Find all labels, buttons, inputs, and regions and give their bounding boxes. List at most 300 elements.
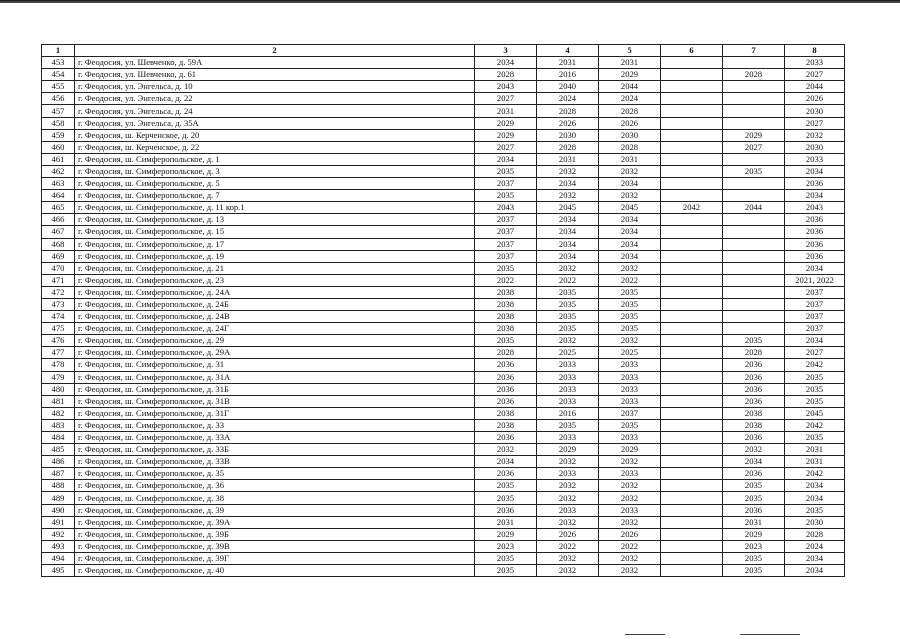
value-col-6 [661, 153, 723, 165]
address-cell: г. Феодосия, ш. Симферопольское, д. 31Г [75, 407, 475, 419]
address-cell: г. Феодосия, ш. Симферопольское, д. 5 [75, 178, 475, 190]
row-number: 493 [42, 540, 75, 552]
value-col-5: 2033 [599, 395, 661, 407]
row-number: 465 [42, 202, 75, 214]
value-col-4: 2034 [537, 250, 599, 262]
row-number: 457 [42, 105, 75, 117]
value-col-8: 2032 [785, 129, 845, 141]
value-col-6 [661, 335, 723, 347]
value-col-3: 2037 [475, 178, 537, 190]
value-col-7: 2031 [723, 516, 785, 528]
address-cell: г. Феодосия, ш. Симферопольское, д. 24В [75, 311, 475, 323]
value-col-4: 2028 [537, 105, 599, 117]
value-col-4: 2031 [537, 153, 599, 165]
value-col-4: 2035 [537, 298, 599, 310]
value-col-4: 2032 [537, 262, 599, 274]
row-number: 468 [42, 238, 75, 250]
value-col-8: 2037 [785, 311, 845, 323]
row-number: 489 [42, 492, 75, 504]
value-col-4: 2032 [537, 492, 599, 504]
value-col-5: 2032 [599, 190, 661, 202]
value-col-4: 2033 [537, 468, 599, 480]
value-col-6 [661, 407, 723, 419]
value-col-8: 2045 [785, 407, 845, 419]
address-cell: г. Феодосия, ш. Симферопольское, д. 7 [75, 190, 475, 202]
value-col-5: 2033 [599, 383, 661, 395]
value-col-4: 2034 [537, 214, 599, 226]
value-col-5: 2024 [599, 93, 661, 105]
table-row [42, 226, 845, 238]
value-col-3: 2023 [475, 540, 537, 552]
address-cell: г. Феодосия, ш. Симферопольское, д. 40 [75, 565, 475, 577]
value-col-3: 2038 [475, 311, 537, 323]
value-col-3: 2036 [475, 432, 537, 444]
value-col-7 [723, 190, 785, 202]
value-col-7: 2027 [723, 141, 785, 153]
value-col-5: 2044 [599, 81, 661, 93]
value-col-8: 2042 [785, 468, 845, 480]
value-col-4: 2034 [537, 178, 599, 190]
value-col-8: 2027 [785, 69, 845, 81]
value-col-8: 2034 [785, 190, 845, 202]
value-col-6 [661, 274, 723, 286]
value-col-8: 2031 [785, 444, 845, 456]
value-col-5: 2045 [599, 202, 661, 214]
row-number: 458 [42, 117, 75, 129]
row-number: 474 [42, 311, 75, 323]
table-row [42, 444, 845, 456]
value-col-5: 2035 [599, 323, 661, 335]
value-col-4: 2032 [537, 456, 599, 468]
address-cell: г. Феодосия, ш. Симферопольское, д. 35 [75, 468, 475, 480]
table-row [42, 347, 845, 359]
value-col-3: 2043 [475, 81, 537, 93]
value-col-3: 2031 [475, 105, 537, 117]
address-cell: г. Феодосия, ш. Симферопольское, д. 39В [75, 540, 475, 552]
table-row [42, 311, 845, 323]
value-col-4: 2032 [537, 165, 599, 177]
row-number: 492 [42, 528, 75, 540]
value-col-7: 2028 [723, 69, 785, 81]
value-col-7: 2035 [723, 335, 785, 347]
table-row [42, 250, 845, 262]
value-col-8: 2030 [785, 105, 845, 117]
value-col-4: 2030 [537, 129, 599, 141]
value-col-4: 2033 [537, 359, 599, 371]
value-col-4: 2033 [537, 395, 599, 407]
row-number: 456 [42, 93, 75, 105]
value-col-4: 2016 [537, 69, 599, 81]
value-col-7: 2036 [723, 359, 785, 371]
value-col-4: 2032 [537, 552, 599, 564]
value-col-3: 2035 [475, 165, 537, 177]
value-col-4: 2032 [537, 480, 599, 492]
value-col-6 [661, 165, 723, 177]
value-col-7 [723, 262, 785, 274]
row-number: 470 [42, 262, 75, 274]
value-col-7: 2028 [723, 347, 785, 359]
value-col-6 [661, 93, 723, 105]
value-col-7: 2023 [723, 540, 785, 552]
table-row [42, 492, 845, 504]
value-col-6 [661, 250, 723, 262]
address-cell: г. Феодосия, ш. Симферопольское, д. 29 [75, 335, 475, 347]
address-cell: г. Феодосия, ш. Симферопольское, д. 24Г [75, 323, 475, 335]
value-col-7 [723, 178, 785, 190]
value-col-3: 2034 [475, 456, 537, 468]
address-cell: г. Феодосия, ш. Симферопольское, д. 17 [75, 238, 475, 250]
address-cell: г. Феодосия, ш. Симферопольское, д. 31 [75, 359, 475, 371]
row-number: 487 [42, 468, 75, 480]
value-col-6 [661, 69, 723, 81]
value-col-7: 2035 [723, 165, 785, 177]
table-row [42, 69, 845, 81]
value-col-4: 2040 [537, 81, 599, 93]
row-number: 472 [42, 286, 75, 298]
column-header: 4 [537, 45, 599, 57]
value-col-3: 2038 [475, 419, 537, 431]
value-col-8: 2035 [785, 383, 845, 395]
value-col-4: 2028 [537, 141, 599, 153]
address-cell: г. Феодосия, ш. Керченское, д. 20 [75, 129, 475, 141]
value-col-4: 2032 [537, 565, 599, 577]
value-col-7 [723, 298, 785, 310]
table-row [42, 419, 845, 431]
address-cell: г. Феодосия, ул. Энгельса, д. 24 [75, 105, 475, 117]
value-col-6 [661, 105, 723, 117]
value-col-3: 2022 [475, 274, 537, 286]
row-number: 471 [42, 274, 75, 286]
value-col-3: 2032 [475, 444, 537, 456]
value-col-3: 2036 [475, 504, 537, 516]
row-number: 484 [42, 432, 75, 444]
scan-mark [740, 634, 800, 635]
value-col-7: 2038 [723, 419, 785, 431]
value-col-8: 2035 [785, 395, 845, 407]
value-col-3: 2036 [475, 395, 537, 407]
table-row [42, 165, 845, 177]
value-col-3: 2035 [475, 262, 537, 274]
table-row [42, 565, 845, 577]
value-col-3: 2035 [475, 190, 537, 202]
value-col-6 [661, 311, 723, 323]
value-col-5: 2034 [599, 250, 661, 262]
value-col-6 [661, 395, 723, 407]
address-cell: г. Феодосия, ш. Симферопольское, д. 39 [75, 504, 475, 516]
value-col-5: 2035 [599, 311, 661, 323]
table-row [42, 202, 845, 214]
row-number: 477 [42, 347, 75, 359]
value-col-5: 2033 [599, 468, 661, 480]
value-col-8: 2036 [785, 238, 845, 250]
value-col-6 [661, 528, 723, 540]
table-row [42, 105, 845, 117]
table-row [42, 141, 845, 153]
column-header: 1 [42, 45, 75, 57]
value-col-5: 2033 [599, 359, 661, 371]
value-col-5: 2034 [599, 178, 661, 190]
table-row [42, 456, 845, 468]
table-row [42, 504, 845, 516]
row-number: 483 [42, 419, 75, 431]
value-col-6 [661, 226, 723, 238]
value-col-5: 2032 [599, 552, 661, 564]
value-col-4: 2033 [537, 383, 599, 395]
column-header: 8 [785, 45, 845, 57]
value-col-8: 2024 [785, 540, 845, 552]
value-col-7 [723, 311, 785, 323]
table-row [42, 81, 845, 93]
table-row [42, 516, 845, 528]
value-col-5: 2032 [599, 262, 661, 274]
column-header: 3 [475, 45, 537, 57]
scan-top-edge [0, 0, 900, 3]
address-cell: г. Феодосия, ш. Симферопольское, д. 38 [75, 492, 475, 504]
value-col-8: 2034 [785, 565, 845, 577]
address-cell: г. Феодосия, ш. Симферопольское, д. 33Б [75, 444, 475, 456]
value-col-6 [661, 298, 723, 310]
value-col-4: 2029 [537, 444, 599, 456]
value-col-6 [661, 540, 723, 552]
value-col-6 [661, 432, 723, 444]
value-col-3: 2038 [475, 298, 537, 310]
value-col-4: 2022 [537, 274, 599, 286]
value-col-4: 2032 [537, 190, 599, 202]
value-col-3: 2035 [475, 565, 537, 577]
value-col-7: 2032 [723, 444, 785, 456]
address-cell: г. Феодосия, ул. Энгельса, д. 22 [75, 93, 475, 105]
value-col-7 [723, 250, 785, 262]
value-col-8: 2033 [785, 57, 845, 69]
value-col-7: 2036 [723, 383, 785, 395]
value-col-3: 2038 [475, 286, 537, 298]
value-col-7 [723, 57, 785, 69]
value-col-7 [723, 286, 785, 298]
value-col-8: 2037 [785, 286, 845, 298]
value-col-4: 2034 [537, 226, 599, 238]
value-col-5: 2028 [599, 105, 661, 117]
table-row [42, 262, 845, 274]
table-row [42, 432, 845, 444]
value-col-5: 2031 [599, 153, 661, 165]
value-col-5: 2031 [599, 57, 661, 69]
table-body [42, 57, 845, 577]
value-col-8: 2042 [785, 359, 845, 371]
value-col-7 [723, 105, 785, 117]
table-row [42, 214, 845, 226]
value-col-6 [661, 419, 723, 431]
value-col-4: 2032 [537, 335, 599, 347]
address-cell: г. Феодосия, ш. Симферопольское, д. 31В [75, 395, 475, 407]
value-col-4: 2031 [537, 57, 599, 69]
value-col-8: 2034 [785, 335, 845, 347]
value-col-7: 2035 [723, 565, 785, 577]
address-cell: г. Феодосия, ш. Симферопольское, д. 3 [75, 165, 475, 177]
value-col-8: 2028 [785, 528, 845, 540]
value-col-6 [661, 57, 723, 69]
value-col-8: 2042 [785, 419, 845, 431]
row-number: 459 [42, 129, 75, 141]
row-number: 479 [42, 371, 75, 383]
address-cell: г. Феодосия, ш. Симферопольское, д. 36 [75, 480, 475, 492]
value-col-6 [661, 371, 723, 383]
row-number: 494 [42, 552, 75, 564]
value-col-8: 2030 [785, 516, 845, 528]
value-col-4: 2016 [537, 407, 599, 419]
row-number: 478 [42, 359, 75, 371]
row-number: 473 [42, 298, 75, 310]
row-number: 475 [42, 323, 75, 335]
table-row [42, 407, 845, 419]
value-col-5: 2032 [599, 456, 661, 468]
value-col-7: 2038 [723, 407, 785, 419]
value-col-7: 2036 [723, 504, 785, 516]
address-cell: г. Феодосия, ш. Симферопольское, д. 13 [75, 214, 475, 226]
value-col-6 [661, 178, 723, 190]
row-number: 462 [42, 165, 75, 177]
table-row [42, 57, 845, 69]
value-col-6 [661, 347, 723, 359]
value-col-8: 2030 [785, 141, 845, 153]
value-col-8: 2035 [785, 504, 845, 516]
value-col-3: 2037 [475, 214, 537, 226]
address-cell: г. Феодосия, ш. Симферопольское, д. 15 [75, 226, 475, 238]
value-col-8: 2034 [785, 262, 845, 274]
row-number: 480 [42, 383, 75, 395]
row-number: 455 [42, 81, 75, 93]
value-col-8: 2037 [785, 323, 845, 335]
value-col-6 [661, 552, 723, 564]
value-col-8: 2037 [785, 298, 845, 310]
value-col-5: 2032 [599, 480, 661, 492]
value-col-7 [723, 214, 785, 226]
value-col-6 [661, 129, 723, 141]
value-col-8: 2036 [785, 250, 845, 262]
value-col-3: 2031 [475, 516, 537, 528]
value-col-3: 2038 [475, 407, 537, 419]
table-row [42, 468, 845, 480]
value-col-4: 2033 [537, 432, 599, 444]
value-col-5: 2034 [599, 226, 661, 238]
value-col-7: 2036 [723, 371, 785, 383]
value-col-6 [661, 190, 723, 202]
value-col-3: 2029 [475, 528, 537, 540]
row-number: 488 [42, 480, 75, 492]
address-cell: г. Феодосия, ш. Симферопольское, д. 31Б [75, 383, 475, 395]
table-row [42, 274, 845, 286]
row-number: 490 [42, 504, 75, 516]
value-col-8: 2021, 2022 [785, 274, 845, 286]
table-row [42, 528, 845, 540]
value-col-7 [723, 117, 785, 129]
row-number: 463 [42, 178, 75, 190]
value-col-8: 2034 [785, 480, 845, 492]
address-cell: г. Феодосия, ш. Симферопольское, д. 33А [75, 432, 475, 444]
table-row [42, 395, 845, 407]
value-col-3: 2037 [475, 250, 537, 262]
table-header-row [42, 45, 845, 57]
value-col-3: 2028 [475, 69, 537, 81]
table-row [42, 298, 845, 310]
value-col-5: 2034 [599, 238, 661, 250]
row-number: 466 [42, 214, 75, 226]
value-col-6 [661, 214, 723, 226]
value-col-8: 2036 [785, 226, 845, 238]
value-col-6 [661, 117, 723, 129]
value-col-6 [661, 323, 723, 335]
address-cell: г. Феодосия, ш. Керченское, д. 22 [75, 141, 475, 153]
address-cell: г. Феодосия, ш. Симферопольское, д. 21 [75, 262, 475, 274]
value-col-8: 2036 [785, 214, 845, 226]
address-cell: г. Феодосия, ш. Симферопольское, д. 29А [75, 347, 475, 359]
table-row [42, 383, 845, 395]
value-col-7: 2034 [723, 456, 785, 468]
value-col-7: 2036 [723, 395, 785, 407]
value-col-3: 2027 [475, 93, 537, 105]
address-cell: г. Феодосия, ш. Симферопольское, д. 33 [75, 419, 475, 431]
row-number: 481 [42, 395, 75, 407]
value-col-7: 2035 [723, 492, 785, 504]
value-col-4: 2026 [537, 117, 599, 129]
value-col-4: 2033 [537, 504, 599, 516]
value-col-3: 2035 [475, 492, 537, 504]
column-header: 5 [599, 45, 661, 57]
value-col-5: 2035 [599, 298, 661, 310]
row-number: 495 [42, 565, 75, 577]
table-row [42, 178, 845, 190]
address-cell: г. Феодосия, ш. Симферопольское, д. 24Б [75, 298, 475, 310]
row-number: 464 [42, 190, 75, 202]
table-row [42, 190, 845, 202]
row-number: 467 [42, 226, 75, 238]
value-col-4: 2033 [537, 371, 599, 383]
value-col-7 [723, 93, 785, 105]
value-col-8: 2034 [785, 165, 845, 177]
value-col-4: 2032 [537, 516, 599, 528]
value-col-7 [723, 274, 785, 286]
value-col-8: 2027 [785, 347, 845, 359]
value-col-3: 2037 [475, 238, 537, 250]
value-col-6 [661, 81, 723, 93]
value-col-6 [661, 141, 723, 153]
value-col-8: 2033 [785, 153, 845, 165]
value-col-3: 2027 [475, 141, 537, 153]
value-col-7: 2036 [723, 432, 785, 444]
value-col-6 [661, 516, 723, 528]
value-col-6 [661, 492, 723, 504]
value-col-7: 2029 [723, 129, 785, 141]
value-col-4: 2034 [537, 238, 599, 250]
address-cell: г. Феодосия, ш. Симферопольское, д. 39Г [75, 552, 475, 564]
value-col-7 [723, 81, 785, 93]
table-row [42, 359, 845, 371]
row-number: 486 [42, 456, 75, 468]
value-col-8: 2026 [785, 93, 845, 105]
scan-mark [625, 634, 665, 635]
table-row [42, 153, 845, 165]
table-row [42, 540, 845, 552]
value-col-7 [723, 323, 785, 335]
value-col-5: 2032 [599, 492, 661, 504]
value-col-5: 2022 [599, 274, 661, 286]
column-header: 6 [661, 45, 723, 57]
value-col-5: 2026 [599, 528, 661, 540]
value-col-7: 2029 [723, 528, 785, 540]
row-number: 485 [42, 444, 75, 456]
value-col-4: 2035 [537, 311, 599, 323]
row-number: 491 [42, 516, 75, 528]
value-col-5: 2028 [599, 141, 661, 153]
